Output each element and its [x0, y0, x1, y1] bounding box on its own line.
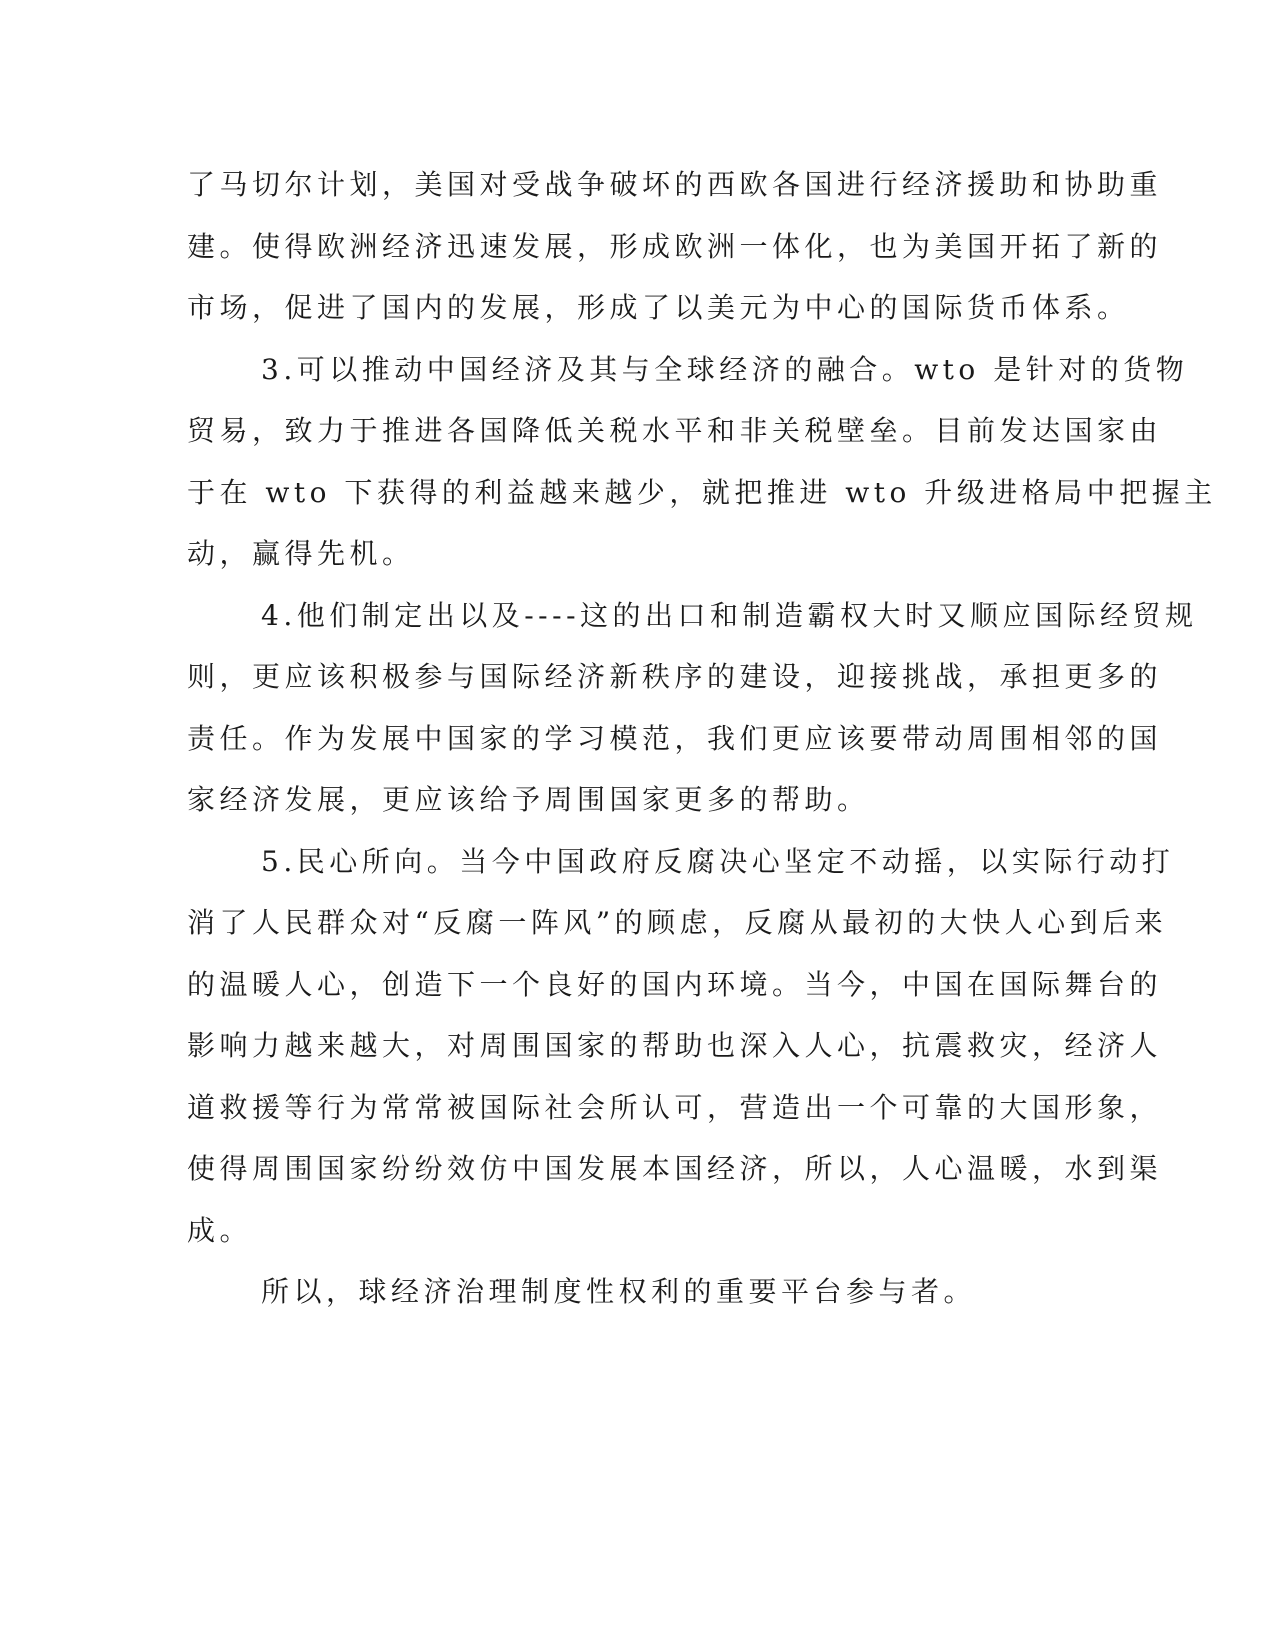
text-line: 市场，促进了国内的发展，形成了以美元为中心的国际货币体系。 — [187, 291, 1130, 324]
document-body — [187, 154, 1217, 1323]
text-line: 道救援等行为常常被国际社会所认可，营造出一个可靠的大国形象， — [187, 1090, 1163, 1124]
text-line: 动，赢得先机。 — [187, 537, 415, 570]
text-line: 使得周围国家纷纷效仿中国发展本国经济，所以，人心温暖，水到渠 — [187, 1152, 1163, 1185]
text-line: 成。 — [187, 1213, 253, 1247]
text-line: 建。使得欧洲经济迅速发展，形成欧洲一体化，也为美国开拓了新的 — [187, 229, 1163, 263]
text-line: 消了人民群众对“反腐一阵风”的顾虑，反腐从最初的大快人心到后来 — [187, 906, 1168, 939]
text-line: 了马切尔计划，美国对受战争破坏的西欧各国进行经济援助和协助重 — [187, 168, 1163, 201]
text-line: 则，更应该积极参与国际经济新秩序的建设，迎接挑战，承担更多的 — [187, 660, 1163, 693]
text-line: 于在 wto 下获得的利益越来越少，就把推进 wto 升级进格局中把握主 — [187, 475, 1217, 509]
text-line: 影响力越来越大，对周围国家的帮助也深入人心，抗震救灾，经济人 — [187, 1029, 1163, 1062]
text-line: 责任。作为发展中国家的学习模范，我们更应该要带动周围相邻的国 — [187, 721, 1163, 755]
paragraph-4-start: 4.他们制定出以及----这的出口和制造霸权大时又顺应国际经贸规 — [261, 598, 1198, 632]
text-line: 的温暖人心，创造下一个良好的国内环境。当今，中国在国际舞台的 — [187, 967, 1163, 1001]
text-line: 家经济发展，更应该给予周围国家更多的帮助。 — [187, 783, 870, 816]
paragraph-5-start: 5.民心所向。当今中国政府反腐决心坚定不动摇，以实际行动打 — [261, 844, 1175, 878]
conclusion-paragraph: 所以，球经济治理制度性权利的重要平台参与者。 — [261, 1275, 977, 1308]
text-line: 贸易，致力于推进各国降低关税水平和非关税壁垒。目前发达国家由 — [187, 414, 1163, 447]
paragraph-3-start: 3.可以推动中国经济及其与全球经济的融合。wto 是针对的货物 — [261, 352, 1189, 386]
